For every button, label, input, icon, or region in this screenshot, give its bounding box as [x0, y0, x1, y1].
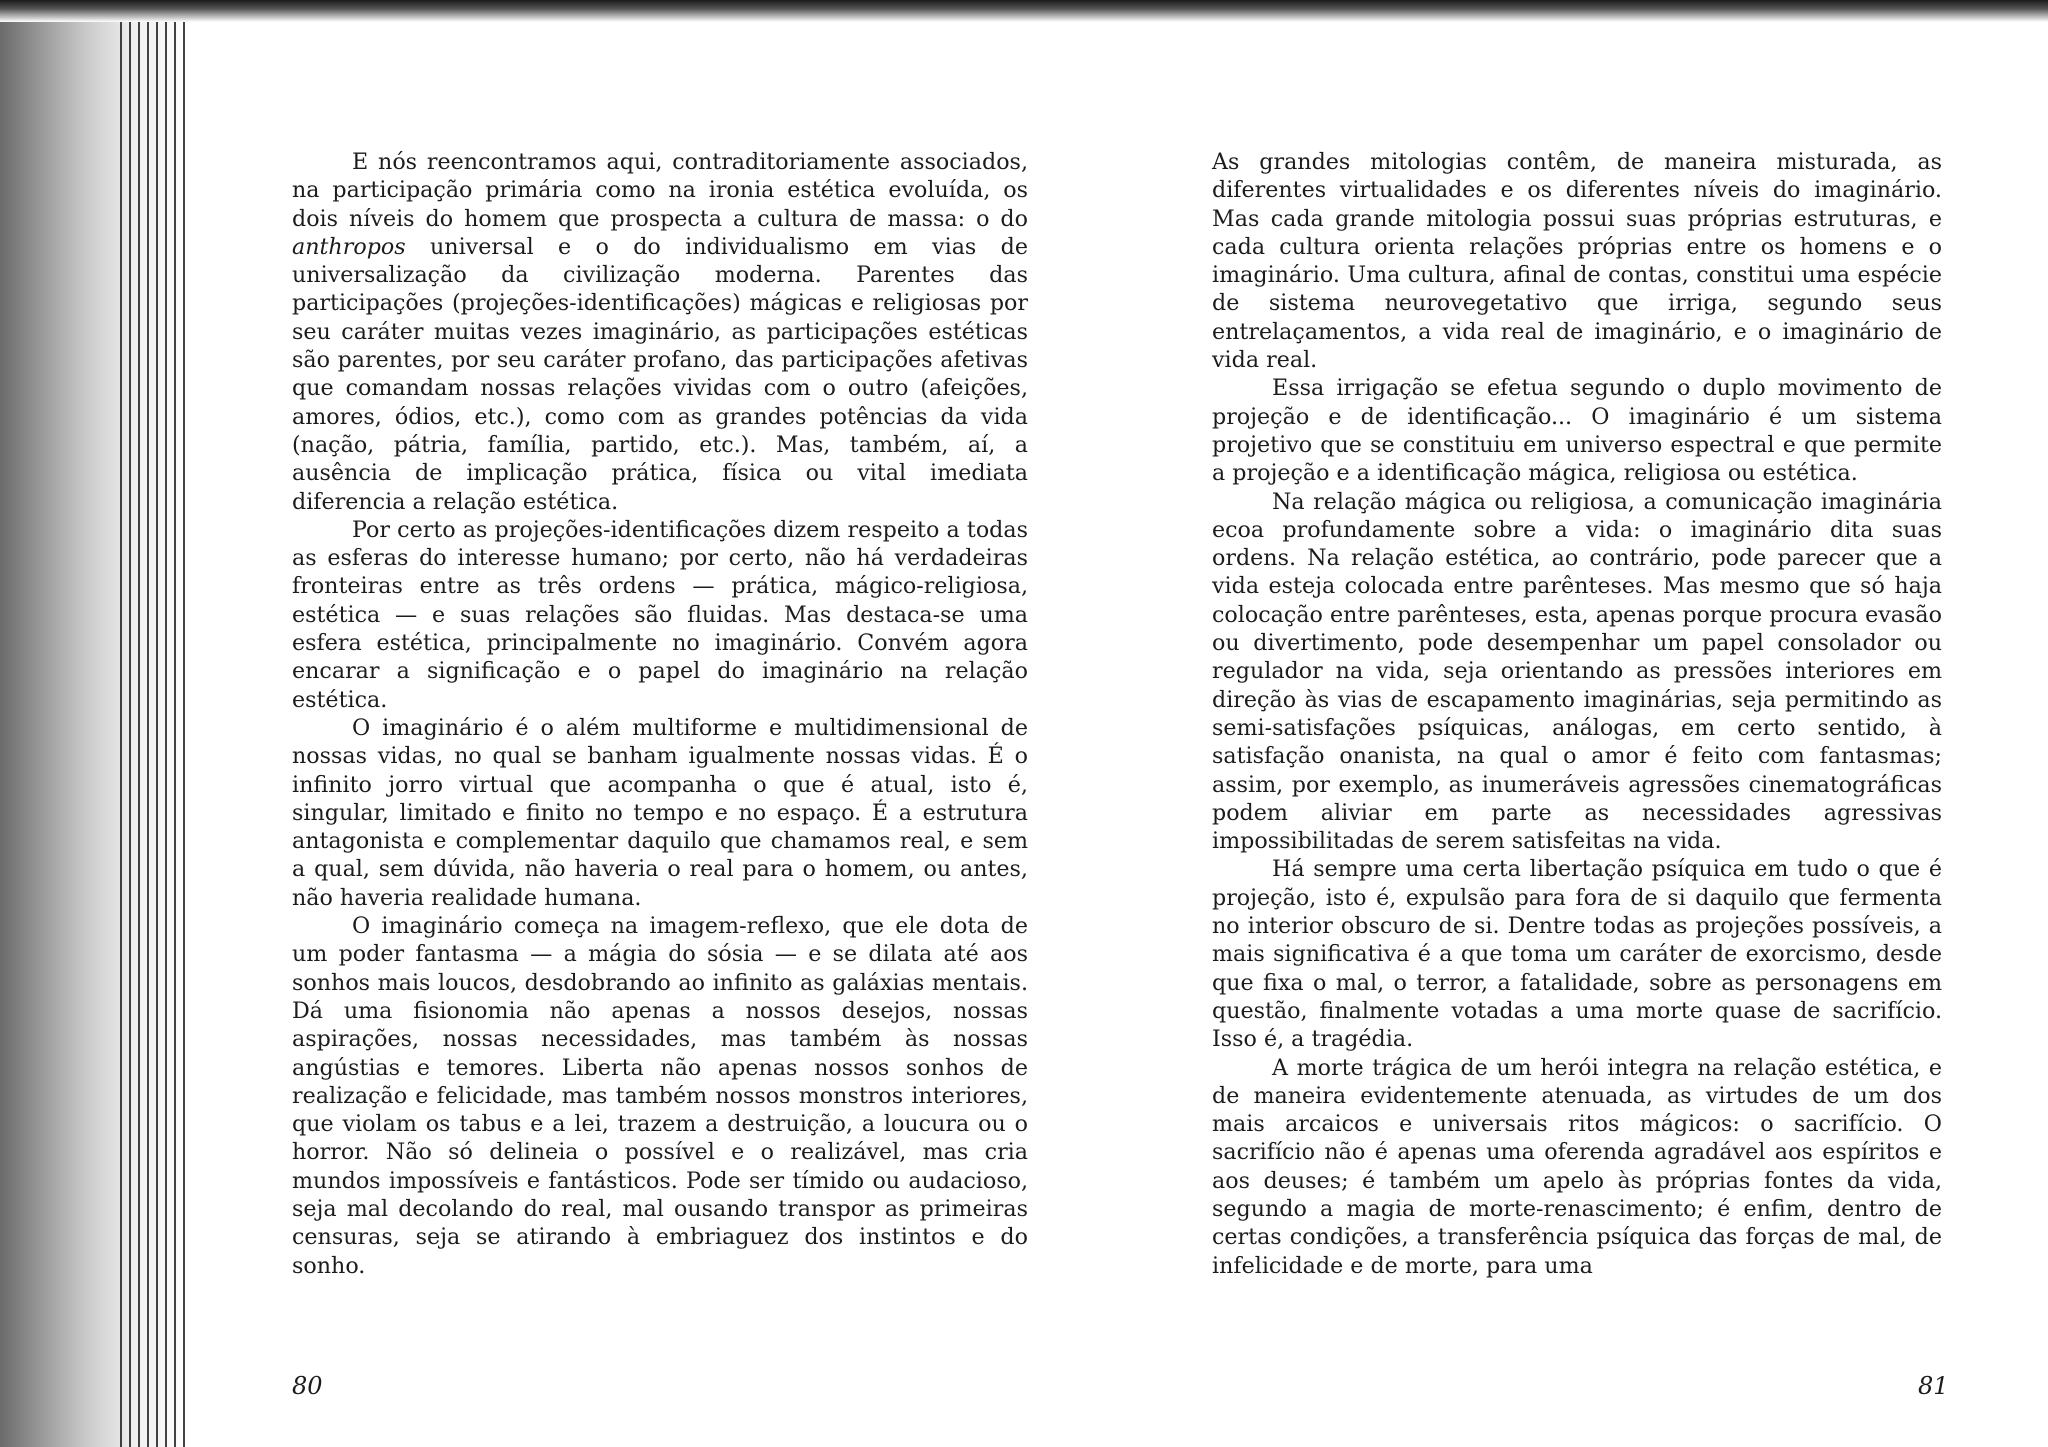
emphasized-word: anthropos	[292, 233, 406, 260]
left-paragraph-4: O imaginário começa na imagem-reflexo, que ele dota de um poder fantasma — a mágia do sósia — e se dilata até aos sonhos mais loucos, desdobrando ao infinito as galáxias mentais. Dá uma fisionomia não apenas a nossos desejos, nossas aspirações, nossas necessidades, mas também às nossas angústias e temores. Liberta não apenas nossos sonhos de realização e felicidade, mas também nossos monstros interiores, que violam os tabus e a lei, trazem a destruição, a loucura ou o horror. Não só delineia o possível e o realizável, mas cria mundos impossíveis e fantásticos. Pode ser tímido ou audacioso, seja mal decolando do real, mal ousando transpor as primeiras censuras, seja se atirando à embriaguez dos instintos e do sonho.	[292, 913, 1028, 1279]
right-paragraph-4: Há sempre uma certa libertação psíquica em tudo o que é projeção, isto é, expulsão para fora de si daquilo que fermenta no interior obscuro de si. Dentre todas as projeções possíveis, a mais significativa é a que toma um caráter de exorcismo, desde que fixa o mal, o terror, a fatalidade, sobre as personagens em questão, finalmente votadas a uma morte quase de sacrifício. Isso é, a tragédia.	[1212, 856, 1942, 1053]
left-paragraph-2: Por certo as projeções-identificações dizem respeito a todas as esferas do interesse humano; por certo, não há verdadeiras fronteiras entre as três ordens — prática, mágico-religiosa, estética — e suas relações são fluidas. Mas destaca-se uma esfera estética, principalmente no imaginário. Convém agora encarar a significação e o papel do imaginário na relação estética.	[292, 516, 1028, 713]
top-edge-shadow	[0, 0, 2048, 22]
right-paragraph-2: Essa irrigação se efetua segundo o duplo movimento de projeção e de identificação... O imaginário é um sistema projetivo que se constituiu em universo espectral e que permite a projeção e a identificação mágica, religiosa ou estética.	[1212, 375, 1942, 487]
left-page	[292, 148, 1028, 1280]
page-edges	[120, 20, 190, 1447]
page-number-right: 81	[1918, 1372, 1949, 1400]
page-number-left: 80	[292, 1372, 323, 1400]
right-page	[1212, 148, 1942, 1280]
right-paragraph-5: A morte trágica de um herói integra na relação estética, e de maneira evidentemente atenuada, as virtudes de um dos mais arcaicos e universais ritos mágicos: o sacrifício. O sacrifício não é apenas uma oferenda agradável aos espíritos e aos deuses; é também um apelo às próprias fontes da vida, segundo a magia de morte-renascimento; é enfim, dentro de certas condições, a transferência psíquica das forças de mal, de infelicidade e de morte, para uma	[1212, 1054, 1942, 1279]
right-paragraph-1: As grandes mitologias contêm, de maneira misturada, as diferentes virtualidades e os diferentes níveis do imaginário. Mas cada grande mitologia possui suas próprias estruturas, e cada cultura orienta relações próprias entre os homens e o imaginário. Uma cultura, afinal de contas, constitui uma espécie de sistema neurovegetativo que irriga, segundo seus entrelaçamentos, a vida real de imaginário, e o imaginário de vida real.	[1212, 149, 1942, 374]
left-paragraph-1: E nós reencontramos aqui, contraditoriamente associados, na participação primária como na ironia estética evoluída, os dois níveis do homem que prospecta a cultura de massa: o do anthropos universal e o do individualismo em vias de universalização da civilização moderna. Parentes das participações (projeções-identificações) mágicas e religiosas por seu caráter muitas vezes imaginário, as participações estéticas são parentes, por seu caráter profano, das participações afetivas que comandam nossas relações vividas com o outro (afeições, amores, ódios, etc.), como com as grandes potências da vida (nação, pátria, família, partido, etc.). Mas, também, aí, a ausência de implicação prática, física ou vital imediata diferencia a relação estética.	[292, 149, 1028, 515]
left-paragraph-3: O imaginário é o além multiforme e multidimensional de nossas vidas, no qual se banham igualmente nossas vidas. É o infinito jorro virtual que acompanha o que é atual, isto é, singular, limitado e finito no tempo e no espaço. É a estrutura antagonista e complementar daquilo que chamamos real, e sem a qual, sem dúvida, não haveria o real para o homem, ou antes, não haveria realidade humana.	[292, 714, 1028, 911]
right-paragraph-3: Na relação mágica ou religiosa, a comunicação imaginária ecoa profundamente sobre a vida: o imaginário dita suas ordens. Na relação estética, ao contrário, pode parecer que a vida esteja colocada entre parênteses. Mas mesmo que só haja colocação entre parênteses, esta, apenas porque procura evasão ou divertimento, pode desempenhar um papel consolador ou regulador na vida, seja orientando as pressões interiores em direção às vias de escapamento imaginárias, seja permitindo as semi-satisfações psíquicas, análogas, em certo sentido, à satisfação onanista, na qual o amor é feito com fantasmas; assim, por exemplo, as inumeráveis agressões cinematográficas podem aliviar em parte as necessidades agressivas impossibilitadas de serem satisfeitas na vida.	[1212, 488, 1942, 855]
